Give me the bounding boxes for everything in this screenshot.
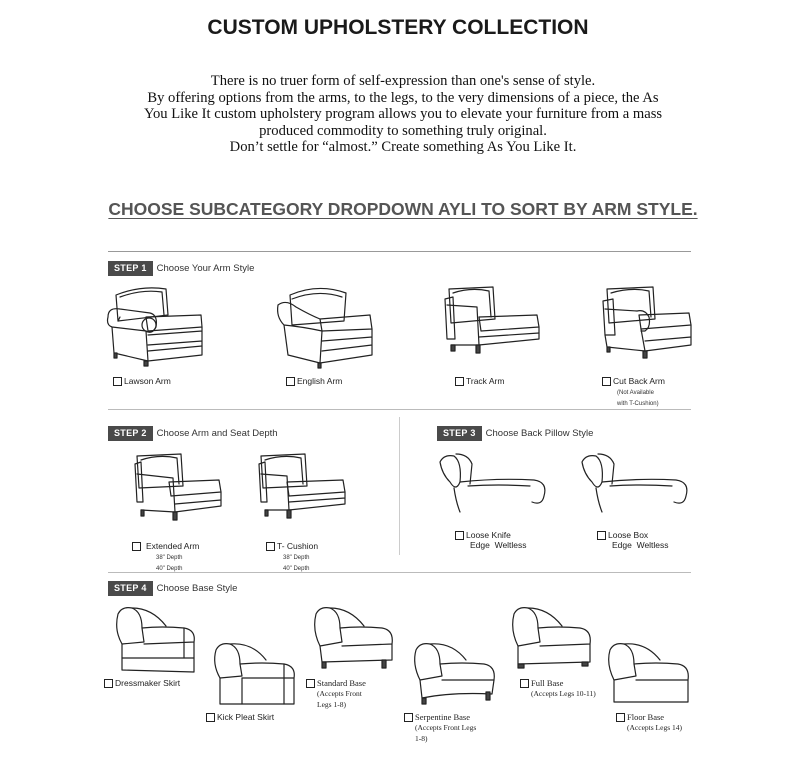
loose-box-edge: Edge Weltless (612, 540, 669, 550)
step3-header (437, 426, 593, 441)
extended-arm-label: Extended Arm (146, 541, 200, 551)
english-arm-checkbox[interactable] (286, 377, 295, 386)
full-base-text (531, 678, 596, 699)
dressmaker-skirt-checkbox[interactable] (104, 679, 113, 688)
serpentine-base-note: (Accepts Front Legs (415, 723, 477, 732)
lawson-arm-label: Lawson Arm (124, 376, 171, 386)
standard-base-label: Standard Base (317, 678, 366, 688)
intro-paragraph (120, 73, 686, 156)
floor-base-option[interactable] (616, 712, 682, 733)
loose-knife-checkbox[interactable] (455, 531, 464, 540)
loose-box-checkbox[interactable] (597, 531, 606, 540)
loose-box-label: Loose Box (608, 530, 649, 540)
extended-arm-option[interactable] (132, 541, 199, 573)
step2-step3-divider (399, 417, 400, 555)
subcategory-instruction-heading: CHOOSE SUBCATEGORY DROPDOWN AYLI TO SORT BY ARM STYLE. (108, 199, 698, 219)
track-arm-label: Track Arm (466, 376, 505, 386)
cut-back-arm-label: Cut Back Arm (613, 376, 665, 386)
t-cushion-depth: 40" Depth (283, 566, 310, 572)
kick-pleat-skirt-checkbox[interactable] (206, 713, 215, 722)
track-arm-chair-icon (443, 285, 543, 370)
track-arm-option[interactable] (455, 376, 504, 386)
cut-back-arm-option[interactable] (602, 376, 665, 408)
step1-header (108, 261, 254, 276)
lawson-arm-checkbox[interactable] (113, 377, 122, 386)
serpentine-base-icon (412, 640, 500, 708)
cut-back-arm-checkbox[interactable] (602, 377, 611, 386)
intro-line: produced commodity to something truly original. (259, 122, 547, 139)
full-base-label: Full Base (531, 678, 564, 688)
serpentine-base-option[interactable] (404, 712, 476, 744)
extended-arm-chair-icon (133, 452, 225, 534)
step2-badge: STEP 2 (108, 426, 153, 441)
floor-base-icon (606, 640, 694, 708)
loose-box-option[interactable] (597, 530, 669, 550)
track-arm-checkbox[interactable] (455, 377, 464, 386)
english-arm-option[interactable] (286, 376, 342, 386)
step2-label: Choose Arm and Seat Depth (156, 428, 278, 439)
extended-arm-checkbox[interactable] (132, 542, 141, 551)
floor-base-label: Floor Base (627, 712, 665, 722)
step1-label: Choose Your Arm Style (156, 263, 255, 274)
lawson-arm-option[interactable] (113, 376, 171, 386)
cut-back-arm-chair-icon (601, 285, 701, 370)
kick-pleat-skirt-base-icon (212, 640, 300, 708)
cut-back-arm-note: with T-Cushion) (617, 401, 659, 407)
step4-badge: STEP 4 (108, 581, 153, 596)
standard-base-icon (310, 606, 398, 676)
step1-divider (108, 409, 691, 410)
serpentine-base-text (415, 712, 476, 744)
intro-line: There is no truer form of self-expression than one's sense of style. (210, 73, 596, 89)
standard-base-checkbox[interactable] (306, 679, 315, 688)
intro-line: You Like It custom upholstery program allows you to elevate your furniture from a mass (143, 106, 663, 123)
cut-back-arm-note: (Not Available (617, 390, 654, 396)
serpentine-base-note: 1-8) (415, 734, 428, 743)
standard-base-text (317, 678, 366, 710)
full-base-note: (Accepts Legs 10-11) (531, 689, 596, 698)
t-cushion-chair-icon (257, 452, 349, 534)
full-base-option[interactable] (520, 678, 596, 699)
top-divider (108, 251, 691, 252)
t-cushion-option[interactable] (266, 541, 318, 573)
floor-base-checkbox[interactable] (616, 713, 625, 722)
floor-base-text (627, 712, 682, 733)
standard-base-note: (Accepts Front (317, 689, 362, 698)
step1-badge: STEP 1 (108, 261, 153, 276)
dressmaker-skirt-base-icon (112, 606, 200, 676)
extended-arm-depth: 40" Depth (156, 566, 183, 572)
t-cushion-text (277, 541, 318, 573)
kick-pleat-skirt-option[interactable] (206, 712, 274, 722)
t-cushion-depth: 38" Depth (283, 555, 310, 561)
extended-arm-depth: 38" Depth (156, 555, 183, 561)
step2-header (108, 426, 278, 441)
loose-knife-option[interactable] (455, 530, 527, 550)
english-arm-chair-icon (274, 285, 374, 370)
loose-box-pillow-icon (580, 452, 692, 514)
page-title: CUSTOM UPHOLSTERY COLLECTION (207, 16, 589, 39)
serpentine-base-label: Serpentine Base (415, 712, 470, 722)
intro-line: By offering options from the arms, to the legs, to the very dimensions of a piece, the As (147, 89, 659, 106)
lawson-arm-chair-icon (106, 285, 206, 370)
loose-knife-pillow-icon (438, 452, 550, 514)
loose-box-text (608, 530, 669, 550)
step3-badge: STEP 3 (437, 426, 482, 441)
serpentine-base-checkbox[interactable] (404, 713, 413, 722)
loose-knife-label: Loose Knife (466, 530, 511, 540)
loose-knife-text (466, 530, 527, 550)
full-base-icon (508, 606, 596, 676)
standard-base-note: Legs 1-8) (317, 700, 346, 709)
step4-label: Choose Base Style (156, 583, 238, 594)
intro-line: Don’t settle for “almost.” Create something As You Like It. (229, 139, 577, 156)
extended-arm-text (146, 541, 199, 573)
kick-pleat-skirt-label: Kick Pleat Skirt (217, 712, 275, 722)
dressmaker-skirt-option[interactable] (104, 678, 180, 688)
step4-header (108, 581, 237, 596)
cut-back-arm-text (613, 376, 665, 408)
t-cushion-label: T- Cushion (277, 541, 319, 551)
standard-base-option[interactable] (306, 678, 366, 710)
step3-label: Choose Back Pillow Style (485, 428, 594, 439)
dressmaker-skirt-label: Dressmaker Skirt (115, 678, 181, 688)
floor-base-note: (Accepts Legs 14) (627, 723, 682, 732)
full-base-checkbox[interactable] (520, 679, 529, 688)
loose-knife-edge: Edge Weltless (470, 540, 527, 550)
t-cushion-checkbox[interactable] (266, 542, 275, 551)
english-arm-label: English Arm (297, 376, 343, 386)
